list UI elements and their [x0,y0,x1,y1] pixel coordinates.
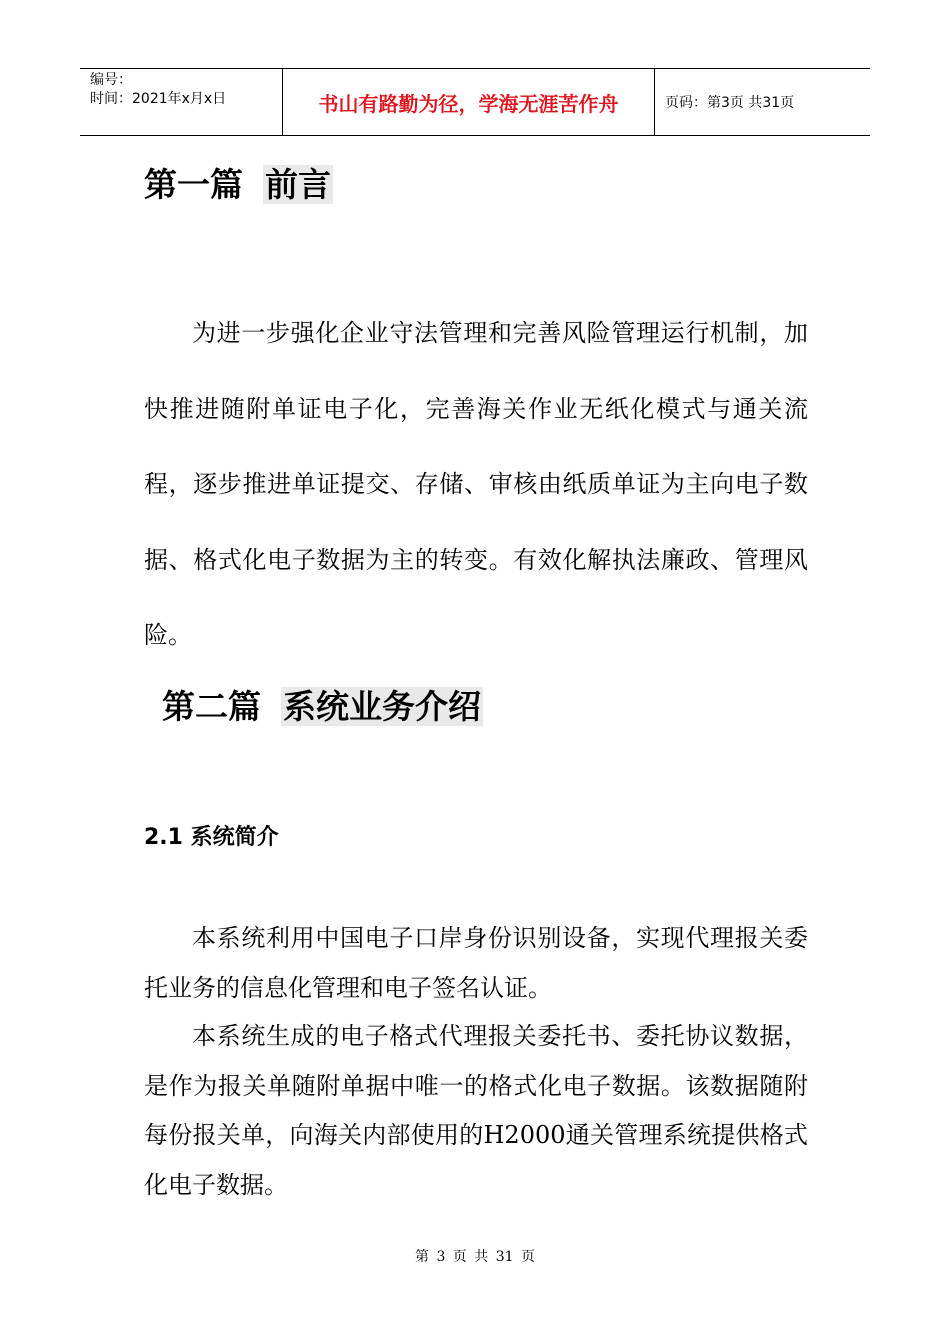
subsection-2-1-heading: 2.1 系统简介 [144,825,279,850]
page-footer: 第 3 页 共 31 页 [415,1249,535,1265]
section1-heading [144,164,333,206]
header-meta-cell [80,69,282,135]
page-header [80,68,870,136]
section1-paragraph: 为进一步强化企业守法管理和完善风险管理运行机制，加快推进随附单证电子化，完善海关作业无纸化模式与通关流程，逐步推进单证提交、存储、审核由纸质单证为主向电子数据、格式化电子数据为主的转变。有效化解执法廉政、管理风险。 [144,319,808,649]
header-motto-cell [282,69,655,135]
section2-heading [162,686,483,728]
header-motto: 书山有路勤为径，学海无涯苦作舟 [318,91,619,116]
date-label: 时间：2021年x月x日 [90,91,227,107]
section2-number: 第二篇 [162,687,261,726]
subsection-paragraph-2: 本系统生成的电子格式代理报关委托书、委托协议数据，是作为报关单随附单据中唯一的格式化电子数据。该数据随附每份报关单，向海关内部使用的H2000通关管理系统提供格式化电子数据。 [144,1022,808,1199]
section2-title: 系统业务介绍 [283,687,481,726]
section1-number: 第一篇 [144,165,243,204]
header-page-info: 页码：第3页 共31页 [665,95,795,111]
header-page-cell [655,69,870,135]
subsection-paragraph-1: 本系统利用中国电子口岸身份识别设备，实现代理报关委托业务的信息化管理和电子签名认证。 [144,924,808,1002]
section1-title: 前言 [265,165,331,204]
serial-number-label: 编号： [90,72,132,88]
